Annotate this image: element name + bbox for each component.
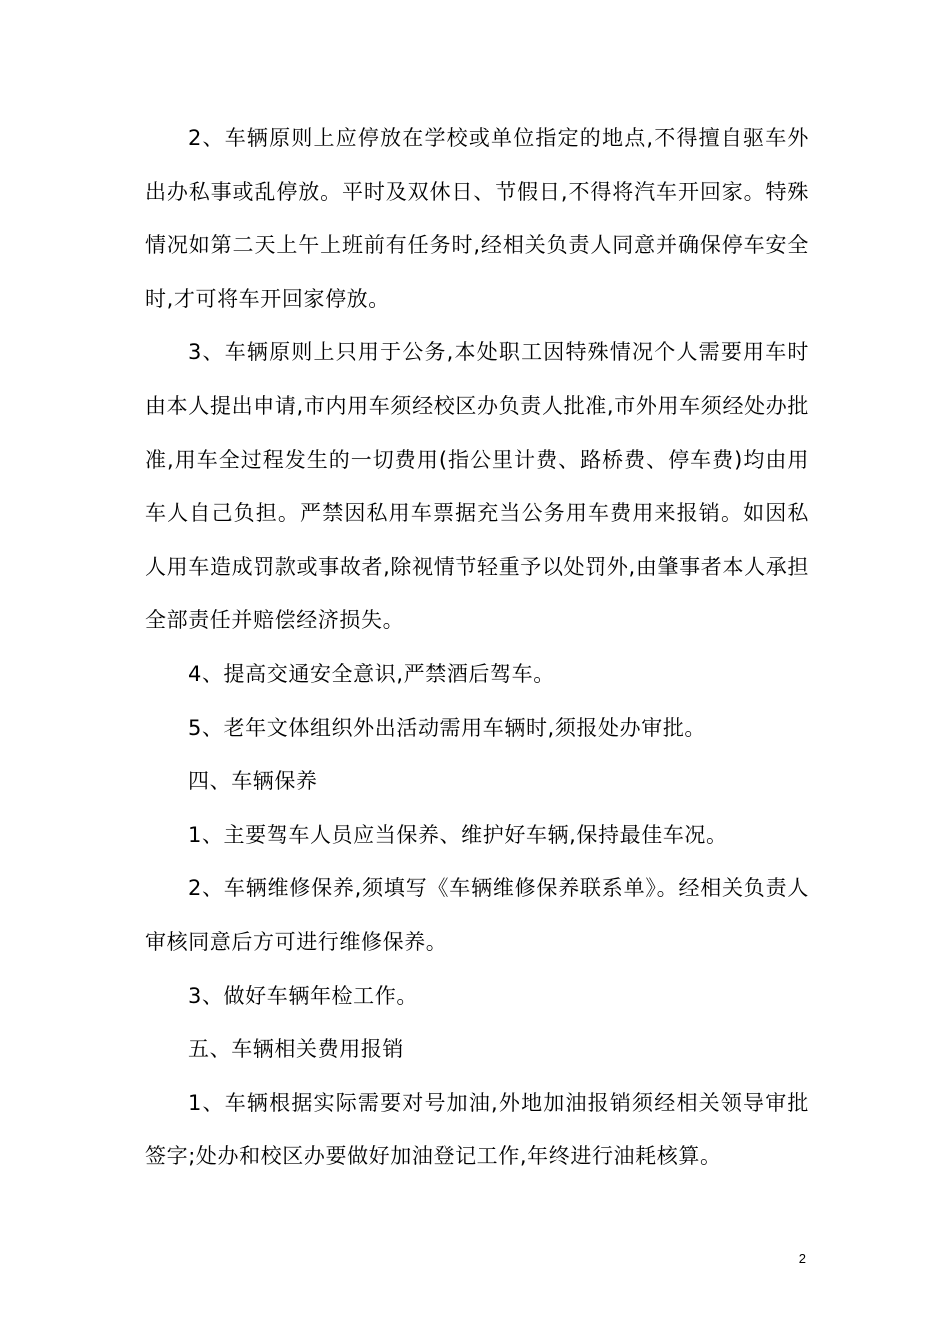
paragraph-annual-inspection: 3、做好车辆年检工作。 xyxy=(188,983,418,1008)
section-heading-expenses: 五、车辆相关费用报销 xyxy=(188,1037,404,1062)
document-body xyxy=(145,112,809,1184)
paragraph-traffic-safety: 4、提高交通安全意识,严禁酒后驾车。 xyxy=(188,661,555,686)
paragraph-parking-rules: 2、车辆原则上应停放在学校或单位指定的地点,不得擅自驱车外出办私事或乱停放。平时及双休日、节假日,不得将汽车开回家。特殊情况如第二天上午上班前有任务时,经相关负责人同意并确保停车安全时,才可将车开回家停放。 xyxy=(145,126,809,311)
paragraph-official-use: 3、车辆原则上只用于公务,本处职工因特殊情况个人需要用车时由本人提出申请,市内用车须经校区办负责人批准,市外用车须经处办批准,用车全过程发生的一切费用(指公里计费、路桥费、停车费)均由用车人自己负担。严禁因私用车票据充当公务用车费用来报销。如因私人用车造成罚款或事故者,除视情节轻重予以处罚外,由肇事者本人承担全部责任并赔偿经济损失。 xyxy=(145,340,809,633)
paragraph-senior-activities: 5、老年文体组织外出活动需用车辆时,须报处办审批。 xyxy=(188,715,707,740)
paragraph-fuel-reimbursement: 1、车辆根据实际需要对号加油,外地加油报销须经相关领导审批签字;处办和校区办要做好加油登记工作,年终进行油耗核算。 xyxy=(145,1090,809,1169)
paragraph-driver-upkeep: 1、主要驾车人员应当保养、维护好车辆,保持最佳车况。 xyxy=(188,822,728,847)
page-number: 2 xyxy=(798,1251,806,1266)
section-heading-maintenance: 四、车辆保养 xyxy=(188,769,318,794)
paragraph-repair-form: 2、车辆维修保养,须填写《车辆维修保养联系单》。经相关负责人审核同意后方可进行维修保养。 xyxy=(145,876,809,954)
